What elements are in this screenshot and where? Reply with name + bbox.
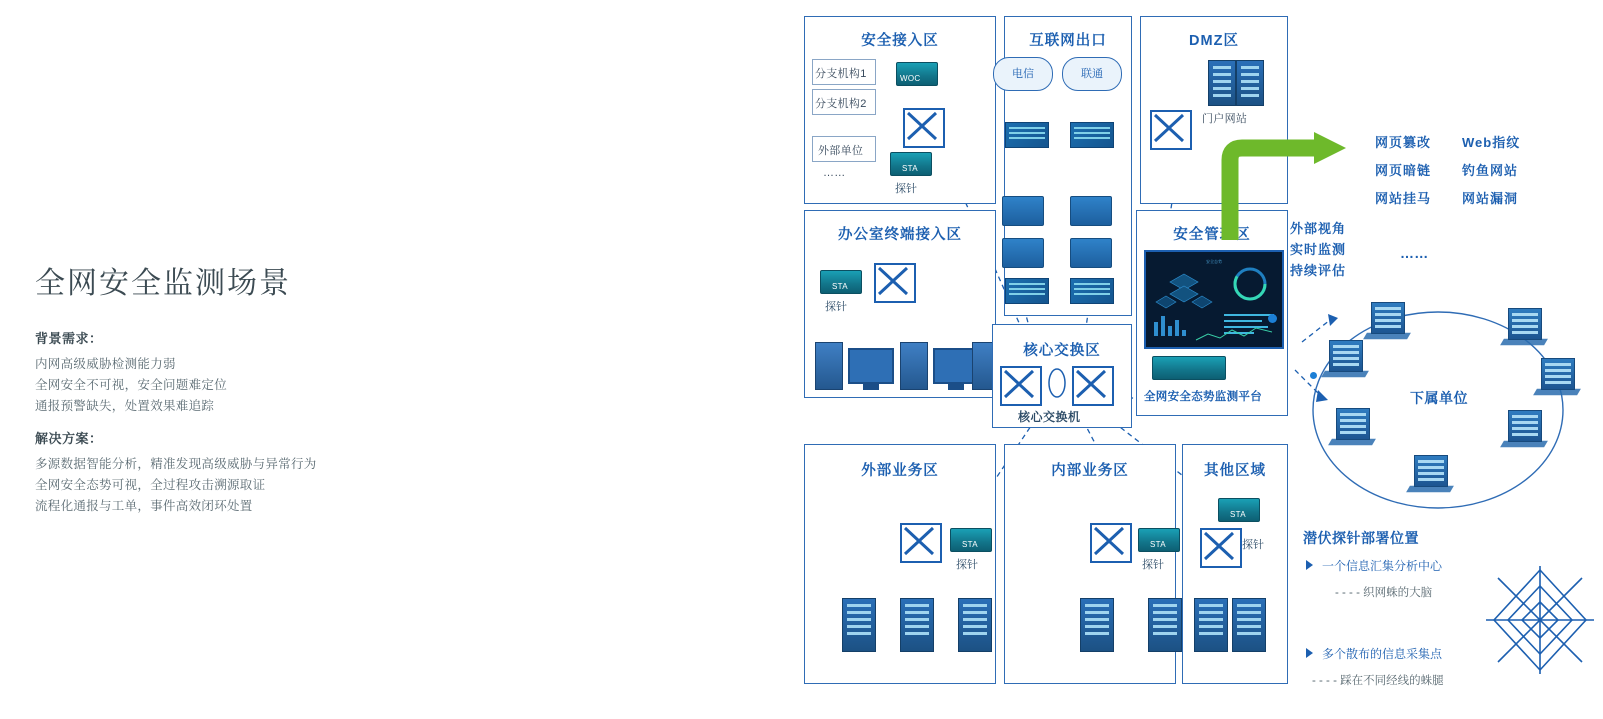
- platform-label: 全网安全态势监测平台: [1144, 391, 1262, 403]
- zone-security-mgmt-title: 安全管理区: [1173, 227, 1251, 243]
- dash-prefix: - - - -: [1335, 587, 1364, 599]
- internet-firewall-1: [1002, 238, 1044, 268]
- branch-label-2: 分支机构2: [815, 98, 867, 110]
- sta-label-internal: STA: [1150, 540, 1166, 549]
- external-biz-switch: [900, 523, 942, 563]
- dash-prefix: - - - -: [1312, 675, 1341, 687]
- page-title: 全网安全监测场景: [35, 267, 291, 300]
- probe-deploy-sub-text-1: 织网蛛的大脑: [1363, 587, 1433, 599]
- probe-label-external-biz: 探针: [956, 559, 978, 571]
- unit-building: [1508, 410, 1542, 442]
- branch-label-1: 分支机构1: [815, 68, 867, 80]
- core-switch-2: [1072, 366, 1114, 406]
- portal-server-1: [1208, 60, 1236, 106]
- unit-building: [1329, 340, 1363, 372]
- threat-word-6: 网站漏洞: [1462, 191, 1519, 206]
- other-area-server-2: [1232, 598, 1266, 652]
- solution-line: 全网安全态势可视，全过程攻击溯源取证: [35, 478, 266, 492]
- probe-deploy-sub-2: [1312, 672, 1444, 688]
- branch-ellipsis: ……: [823, 167, 846, 179]
- office-pc-1: [815, 342, 843, 390]
- external-view-line-3: 持续评估: [1290, 263, 1347, 278]
- unit-building: [1508, 308, 1542, 340]
- other-area-server-1: [1194, 598, 1228, 652]
- sta-label: STA: [902, 164, 918, 173]
- network-topology-diagram: [790, 0, 1603, 719]
- threat-word-1: 网页篡改: [1375, 135, 1432, 150]
- sta-label-office: STA: [832, 282, 848, 291]
- core-link-ellipse: [1044, 368, 1070, 398]
- subordinate-unit-7: [1323, 340, 1367, 380]
- portal-label: 门户网站: [1202, 113, 1248, 125]
- unit-building: [1541, 358, 1575, 390]
- bullet-triangle-1: [1306, 560, 1313, 570]
- threat-word-3: 网页暗链: [1375, 163, 1432, 178]
- zone-secure-access-title: 安全接入区: [861, 33, 939, 49]
- spacer: [35, 417, 455, 428]
- office-switch: [874, 263, 916, 303]
- zone-core-switch-title: 核心交换区: [1023, 343, 1101, 359]
- background-line: 通报预警缺失，处置效果难追踪: [35, 399, 215, 413]
- external-view-block: [1290, 218, 1346, 281]
- subordinate-units-label: 下属单位: [1410, 390, 1468, 406]
- external-unit-label: 外部单位: [818, 145, 864, 157]
- subordinate-unit-3: [1535, 358, 1579, 398]
- subordinate-unit-5: [1408, 455, 1452, 495]
- probe-deploy-item-1: 一个信息汇集分析中心: [1322, 559, 1443, 573]
- background-line: 全网安全不可视，安全问题难定位: [35, 378, 228, 392]
- probe-label-other-area: 探针: [1242, 539, 1264, 551]
- solution-line: 多源数据智能分析，精准发现高级威胁与异常行为: [35, 457, 317, 471]
- svg-text:安全态势: 安全态势: [1206, 259, 1222, 264]
- solution-line: 流程化通报与工单，事件高效闭环处置: [35, 499, 253, 513]
- ring-connector-dot-1: [1268, 314, 1277, 323]
- woc-label: WOC: [900, 74, 921, 83]
- threat-word-2: Web指纹: [1462, 135, 1521, 150]
- external-view-line-1: 外部视角: [1290, 221, 1347, 236]
- other-area-switch: [1200, 528, 1242, 568]
- sta-label-other: STA: [1230, 510, 1246, 519]
- zone-dmz-title: DMZ区: [1189, 33, 1239, 49]
- internet-firewall-4: [1070, 196, 1112, 226]
- core-switch-1: [1000, 366, 1042, 406]
- external-biz-server-1: [842, 598, 876, 652]
- unit-building: [1414, 455, 1448, 487]
- probe-deploy-item-2: 多个散布的信息采集点: [1322, 647, 1443, 661]
- zone-other-area-title: 其他区域: [1204, 463, 1266, 479]
- right-dots: ……: [1400, 245, 1429, 261]
- sta-label-external: STA: [962, 540, 978, 549]
- unicom-label: 联通: [1081, 68, 1103, 80]
- office-pc-2: [900, 342, 928, 390]
- threat-word-4: 钓鱼网站: [1462, 163, 1519, 178]
- internal-biz-server-2: [1148, 598, 1182, 652]
- subordinate-unit-2: [1502, 308, 1546, 348]
- unit-building: [1336, 408, 1370, 440]
- background-heading: 背景需求：: [35, 331, 103, 346]
- zone-internal-biz-title: 内部业务区: [1051, 463, 1129, 479]
- probe-label-secure-access: 探针: [895, 183, 917, 195]
- probe-label-office: 探针: [825, 301, 847, 313]
- dmz-switch: [1150, 110, 1192, 150]
- unit-building: [1371, 302, 1405, 334]
- platform-appliance: [1152, 356, 1226, 380]
- left-description-panel: [35, 258, 455, 517]
- zone-external-biz-title: 外部业务区: [861, 463, 939, 479]
- internet-switch-3: [1005, 278, 1049, 304]
- subordinate-unit-4: [1502, 410, 1546, 450]
- zone-internet-exit-title: 互联网出口: [1029, 33, 1107, 49]
- external-view-line-2: 实时监测: [1290, 242, 1347, 257]
- internet-switch-1: [1005, 122, 1049, 148]
- probe-label-internal-biz: 探针: [1142, 559, 1164, 571]
- internet-firewall-2: [1070, 238, 1112, 268]
- probe-deploy-sub-1: [1335, 584, 1432, 600]
- telecom-cloud: [993, 57, 1053, 91]
- spider-web-icon: [1480, 560, 1600, 680]
- internet-switch-2: [1070, 122, 1114, 148]
- core-switch-device-label: 核心交换机: [1018, 410, 1081, 424]
- ring-connector-dot-2: [1310, 372, 1317, 379]
- bullet-triangle-2: [1306, 648, 1313, 658]
- solution-heading: 解决方案：: [35, 431, 103, 446]
- internet-firewall-3: [1002, 196, 1044, 226]
- secure-access-switch: [903, 108, 945, 148]
- probe-deploy-sub-text-2: 踩在不同经线的蛛腿: [1340, 675, 1444, 687]
- external-biz-server-3: [958, 598, 992, 652]
- external-biz-server-2: [900, 598, 934, 652]
- subordinate-unit-1: [1365, 302, 1409, 342]
- portal-server-2: [1236, 60, 1264, 106]
- internet-switch-4: [1070, 278, 1114, 304]
- probe-deploy-title: 潜伏探针部署位置: [1303, 530, 1419, 546]
- subordinate-unit-6: [1330, 408, 1374, 448]
- unicom-cloud: [1062, 57, 1122, 91]
- internal-biz-server-1: [1080, 598, 1114, 652]
- background-line: 内网高级威胁检测能力弱: [35, 357, 176, 371]
- office-monitor-1: [848, 348, 894, 384]
- telecom-label: 电信: [1012, 68, 1034, 80]
- internal-biz-switch: [1090, 523, 1132, 563]
- zone-office-terminal-title: 办公室终端接入区: [838, 227, 962, 243]
- threat-word-5: 网站挂马: [1375, 191, 1432, 206]
